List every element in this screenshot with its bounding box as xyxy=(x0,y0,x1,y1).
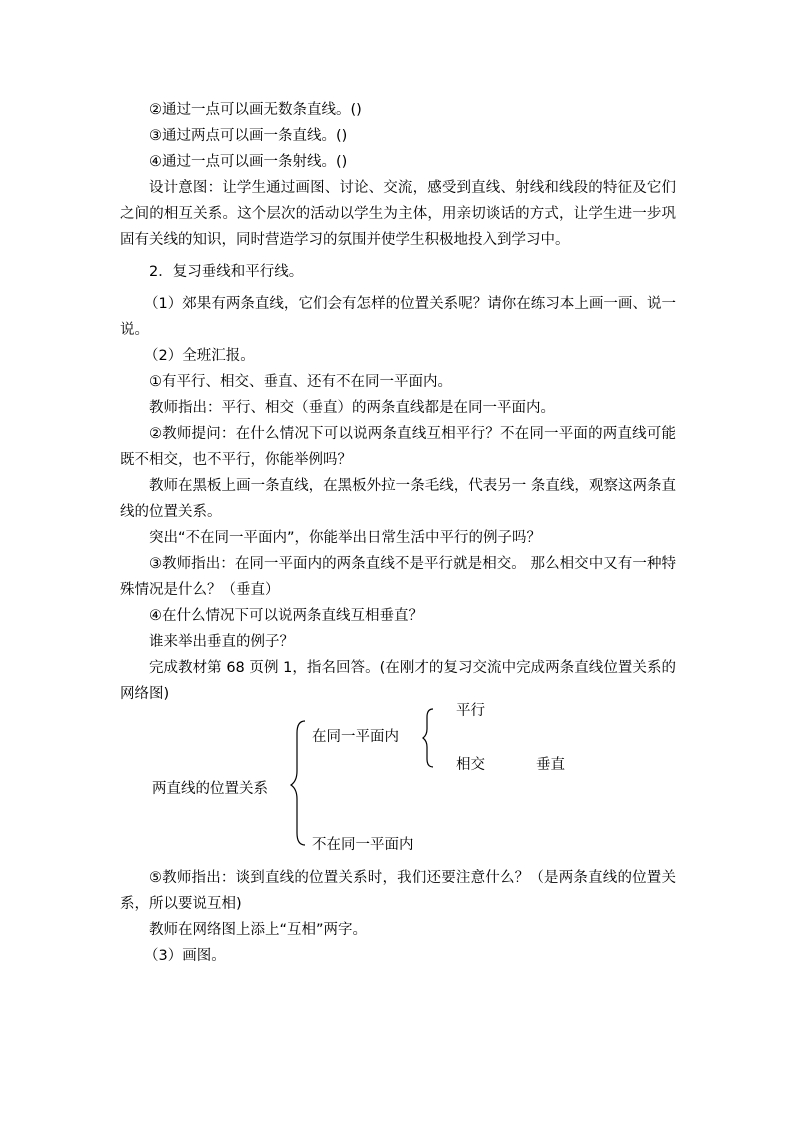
diagram-root-label: 两直线的位置关系 xyxy=(152,781,268,797)
diagram-intersect-label: 相交 xyxy=(456,757,485,773)
diagram-parallel-label: 平行 xyxy=(456,703,485,719)
paragraph: 教师在网络图上添上“互相”两字。 xyxy=(149,922,368,938)
paragraph: 教师在黑板上画一条直线，在黑板外拉一条毛线，代表另一 条直线，观察这两条直线的位置关系。 xyxy=(120,478,676,520)
paragraph: ④在什么情况下可以说两条直线互相垂直？ xyxy=(149,608,423,624)
paragraph: ⑤教师指出：谈到直线的位置关系时，我们还要注意什么？（是两条直线的位置关系，所以要说互相) xyxy=(120,870,676,912)
small-brace xyxy=(423,709,433,767)
paragraph: （2）全班汇报。 xyxy=(144,348,255,364)
diagram-not-same-plane-label: 不在同一平面内 xyxy=(312,837,414,853)
paragraph: 完成教材第 68 页例 1，指名回答。(在刚才的复习交流中完成两条直线位置关系的网络图) xyxy=(120,660,676,702)
paragraph: （3）画图。 xyxy=(144,948,226,964)
paragraph: 谁来举出垂直的例子？ xyxy=(149,634,294,650)
paragraph: 突出“不在同一平面内”，你能举出日常生活中平行的例子吗？ xyxy=(149,530,542,546)
paragraph: 教师指出：平行、相交（垂直）的两条直线都是在同一平面内。 xyxy=(149,400,555,416)
paragraph: ②通过一点可以画无数条直线。() xyxy=(149,102,362,118)
paragraph: ③教师指出：在同一平面内的两条直线不是平行就是相交。 那么相交中又有一种特殊情况是什么？（垂直） xyxy=(120,556,676,598)
section-heading: 2．复习垂线和平行线。 xyxy=(149,264,304,280)
design-intent-paragraph: 设计意图：让学生通过画图、讨论、交流，感受到直线、射线和线段的特征及它们之间的相互关系。这个层次的活动以学生为主体，用亲切谈话的方式，让学生进一步巩固有关线的知识，同时营造学习的氛围并使学生积极地投入到学习中。 xyxy=(120,180,676,248)
diagram-perpendicular-label: 垂直 xyxy=(536,757,565,773)
large-brace xyxy=(291,721,305,845)
paragraph: ①有平行、相交、垂直、还有不在同一平面内。 xyxy=(149,374,452,390)
paragraph: ③通过两点可以画一条直线。() xyxy=(149,128,348,144)
diagram-same-plane-label: 在同一平面内 xyxy=(312,729,399,745)
paragraph: ②教师提问：在什么情况下可以说两条直线互相平行？不在同一平面的两直线可能既不相交，也不平行，你能举例吗？ xyxy=(120,426,676,468)
paragraph: （1）郊果有两条直线，它们会有怎样的位置关系呢？请你在练习本上画一画、说一说。 xyxy=(120,296,676,338)
paragraph: ④通过一点可以画一条射线。() xyxy=(149,154,348,170)
document-page xyxy=(120,97,676,969)
relationship-network-diagram xyxy=(120,703,676,865)
